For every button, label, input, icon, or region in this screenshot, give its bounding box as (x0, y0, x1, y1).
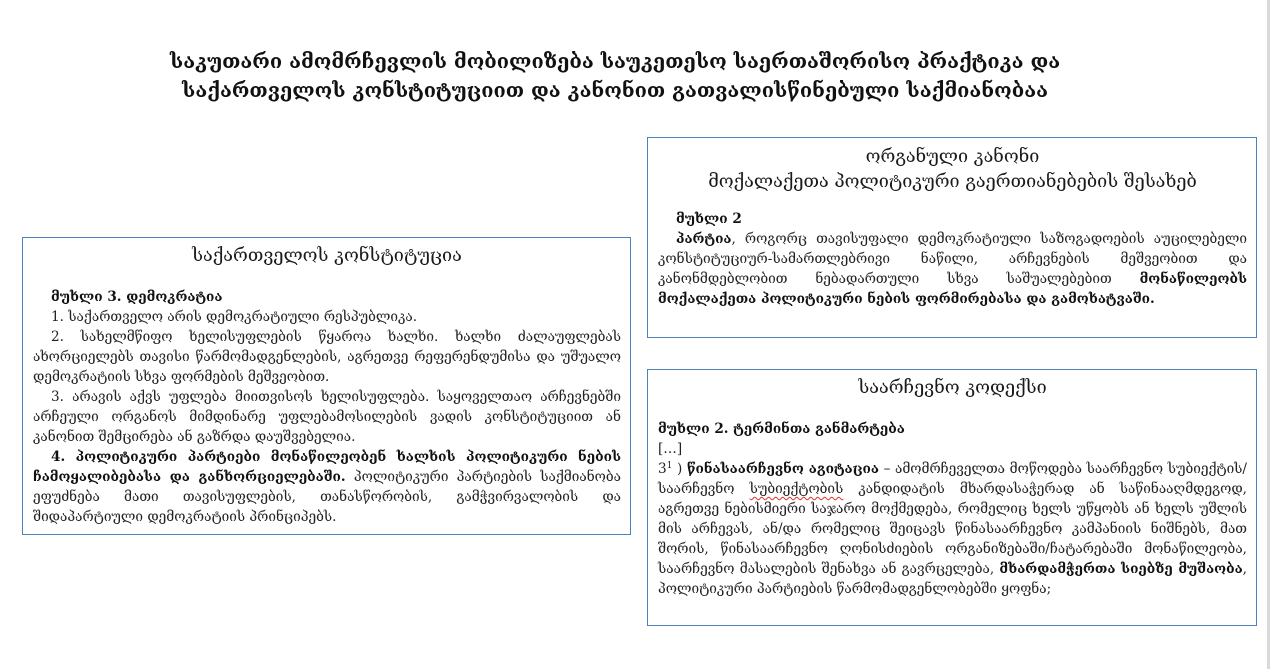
organic-law-heading (658, 144, 1247, 194)
definition-text-part-2: კანდიდატის მხარდასაჭერად ან საწინააღმდეგოდ, აგრეთვე ნებისმიერი საჯარო მოქმედება, რომელიც ხელს უწყობს ან ხელს უშლის მის არჩევას, ან/და რომელიც შეიცავს წინასაარჩევნო კამპანიის ნიშნებს, მათ შორის, წინასაარჩევნო ღონისძიების ორგანიზებაში/ჩატარებაში მონაწილეობა, საარჩევნო მასალების შენახვა ან გავრცელება, (658, 481, 1247, 577)
definition-term: წინასაარჩევნო აგიტაცია (686, 461, 879, 477)
constitution-clause-4 (33, 447, 621, 527)
organic-law-article-text (658, 229, 1247, 309)
organic-law-heading-line-2: მოქალაქეთა პოლიტიკური გაერთიანებების შესახებ (708, 171, 1197, 192)
spellcheck-flagged-word[interactable]: სუბიექტობის (749, 481, 844, 497)
slide-title-line-1: საკუთარი ამომრჩევლის მობილიზება საუკეთესო საერთაშორისო პრაქტიკა და (169, 49, 1061, 73)
electoral-code-definition (658, 459, 1247, 599)
constitution-box (22, 237, 631, 535)
definition-text-part-1: – ამომრჩეველთა მოწოდება საარჩევნო სუბიექტის/საარჩევნო (658, 461, 1248, 497)
constitution-clause-2: 2. სახელმწიფო ხელისუფლების წყაროა ხალხი. ხალხი ძალაუფლებას ახორციელებს თავისი წარმომადგენლების, აგრეთვე რეფერენდუმისა და უშუალო დემოკრატიის სხვა ფორმების მეშვეობით. (33, 329, 621, 385)
constitution-clause-4-bold-text: 4. პოლიტიკური პარტიები მონაწილეობენ ხალხის პოლიტიკური ნების ჩამოყალიბებასა და განხორციელებაში. (33, 449, 621, 485)
definition-text-part-3: , პოლიტიკური პარტიების წარმომადგენლობებში ყოფნა; (658, 561, 1247, 597)
constitution-heading: საქართველოს კონსტიტუცია (192, 245, 462, 266)
organic-law-box (647, 137, 1257, 338)
constitution-clause-3: 3. არავის აქვს უფლება მიითვისოს ხელისუფლება. საყოველთაო არჩევნებში არჩეული ორგანოს მიმდინარე უფლებამოსილების ვადის კონსტიტუციით ან კანონით შემცირება ან გაზრდა დაუშვებელია. (33, 389, 621, 445)
organic-law-bold-end: მონაწილეობს მოქალაქეთა პოლიტიკური ნების ფორმირებასა და გამოხატვაში. (658, 271, 1247, 307)
slide-title-line-2: საქართველოს კონსტიტუციით და კანონით გათვალისწინებული საქმიანობაა (182, 78, 1048, 102)
constitution-article-title: მუხლი 3. დემოკრატია (51, 289, 223, 305)
organic-law-heading-line-1: ორგანული კანონი (865, 146, 1040, 167)
constitution-clause-1: 1. საქართველო არის დემოკრატიული რესპუბლიკა. (51, 309, 418, 325)
definition-item-superscript: 1 (666, 461, 673, 471)
slide-title (0, 47, 1230, 105)
organic-law-bold-start: პარტია (676, 231, 732, 247)
definition-item-number: 3 (658, 461, 667, 477)
definition-bold-text: მხარდამჭერთა სიებზე მუშაობა (999, 561, 1243, 577)
electoral-code-box (647, 369, 1257, 626)
constitution-clause-4-text: პოლიტიკური პარტიების საქმიანობა ეფუძნება მათი თავისუფლების, თანასწორობის, გამჭვირვალობის და შიდაპარტიული დემოკრატიის პრინციპებს. (33, 469, 621, 525)
electoral-code-article-title: მუხლი 2. ტერმინთა განმარტება (658, 421, 905, 437)
organic-law-text-middle: , როგორც თავისუფალი დემოკრატიული საზოგადოების აუცილებელი კონსტიტუციურ-სამართლებრივი ნაწილი, არჩევნების მეშვეობით და კანონმდებლობით ნებადართული სხვა საშუალებებით (658, 231, 1247, 287)
electoral-code-ellipsis: […] (658, 441, 683, 457)
definition-item-paren: ) (677, 461, 683, 477)
electoral-code-heading: საარჩევნო კოდექსი (858, 377, 1047, 398)
scrollbar-track[interactable] (1267, 0, 1270, 669)
organic-law-article-title: მუხლი 2 (676, 211, 742, 227)
